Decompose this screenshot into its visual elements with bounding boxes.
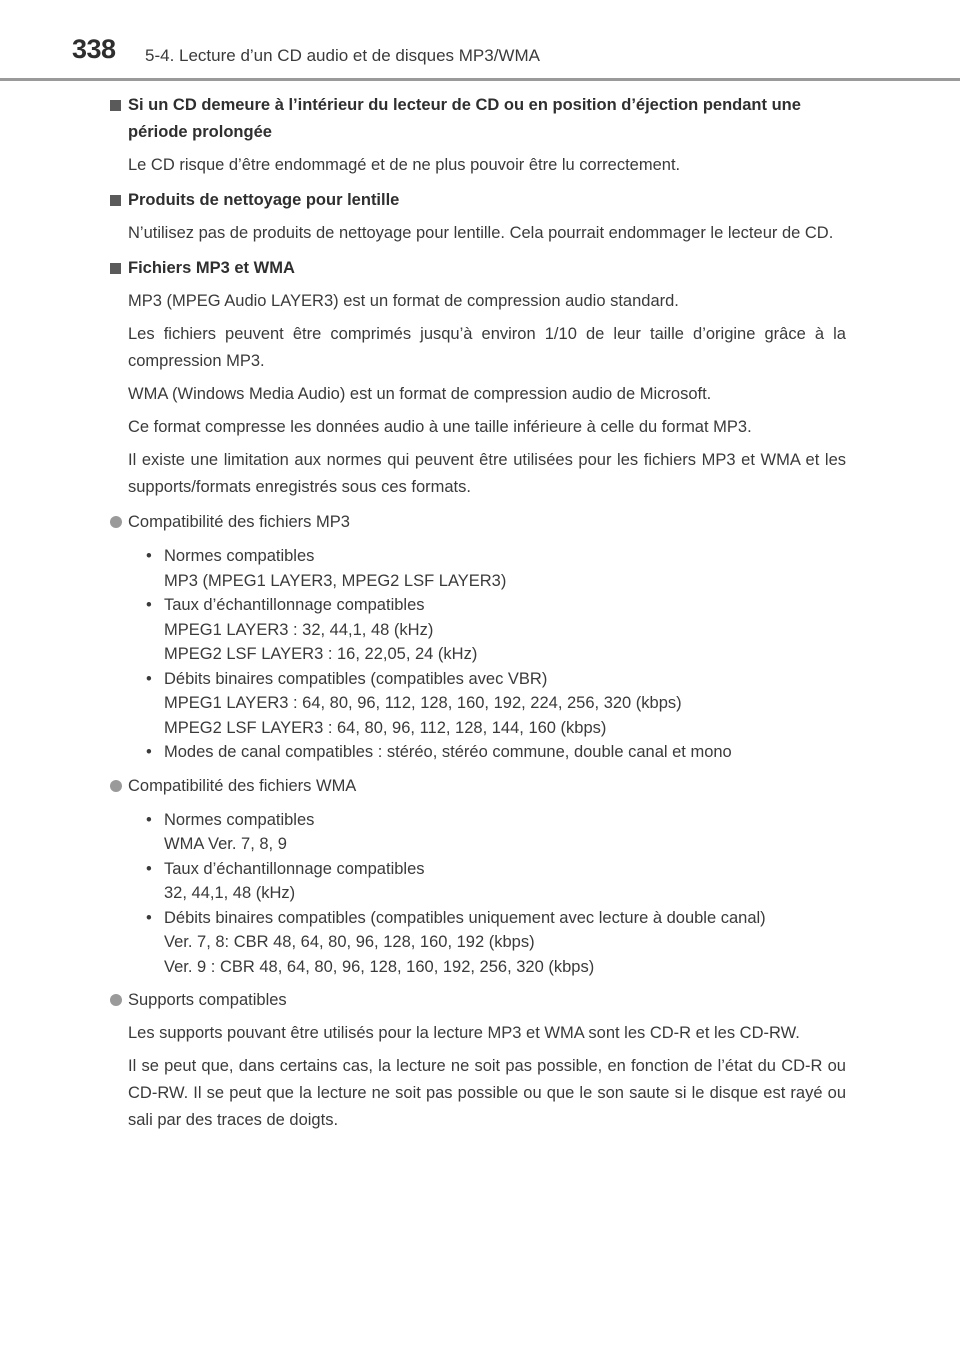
heading-text: Fichiers MP3 et WMA (128, 259, 295, 277)
mp3-bullet-list (144, 544, 846, 765)
page-number: 338 (72, 34, 116, 64)
section-cd-left-inside (108, 92, 846, 179)
list-item-label: Modes de canal compatibles : stéréo, stéréo commune, double canal et mono (164, 743, 732, 761)
list-item-detail: Ver. 9 : CBR 48, 64, 80, 96, 128, 160, 192, 256, 320 (kbps) (164, 957, 595, 976)
list-item (144, 906, 846, 980)
section-mp3-wma-files (108, 255, 846, 501)
list-item-label: Normes compatibles (164, 547, 315, 565)
list-item-detail: MPEG2 LSF LAYER3 : 16, 22,05, 24 (kHz) (164, 645, 478, 663)
list-item (144, 667, 846, 741)
header-divider (0, 78, 960, 81)
circle-bullet-icon (110, 780, 122, 792)
subsection-supported-media (108, 987, 846, 1014)
list-item (144, 593, 846, 667)
list-item-label: Normes compatibles (164, 810, 315, 829)
list-item-label: Débits binaires compatibles (compatibles avec VBR) (164, 669, 548, 688)
heading-text: Produits de nettoyage pour lentille (128, 191, 400, 209)
bullet-symbol: • (146, 596, 152, 614)
list-item-detail: WMA Ver. 7, 8, 9 (164, 835, 287, 853)
list-item (144, 857, 846, 906)
subsection-title: Compatibilité des fichiers WMA (128, 776, 357, 795)
bullet-symbol: • (146, 547, 152, 565)
square-bullet-icon (110, 195, 121, 206)
bullet-symbol: • (146, 859, 152, 878)
wma-bullet-list (144, 808, 846, 980)
section-lens-cleaner (108, 187, 846, 247)
page-header (0, 0, 960, 80)
list-item (144, 544, 846, 593)
bullet-symbol: • (146, 810, 152, 829)
subsection-wma-compatibility (108, 773, 846, 800)
section-heading (108, 187, 846, 214)
paragraph: N’utilisez pas de produits de nettoyage pour lentille. Cela pourrait endommager le lecteur de CD. (128, 224, 834, 242)
square-bullet-icon (110, 263, 121, 274)
circle-bullet-icon (110, 994, 122, 1006)
subsection-mp3-compatibility (108, 509, 846, 536)
list-item (144, 740, 846, 765)
square-bullet-icon (110, 100, 121, 111)
list-item-detail: MPEG2 LSF LAYER3 : 64, 80, 96, 112, 128, 144, 160 (kbps) (164, 718, 607, 737)
list-item-detail: MP3 (MPEG1 LAYER3, MPEG2 LSF LAYER3) (164, 571, 507, 590)
circle-bullet-icon (110, 516, 122, 528)
bullet-symbol: • (146, 669, 152, 688)
paragraph: Les supports pouvant être utilisés pour la lecture MP3 et WMA sont les CD-R et les CD-RW. (128, 1024, 800, 1042)
subsection-title: Supports compatibles (128, 991, 287, 1009)
subsection-title: Compatibilité des fichiers MP3 (128, 513, 350, 531)
paragraph: Le CD risque d’être endommagé et de ne plus pouvoir être lu correctement. (128, 156, 681, 174)
list-item-detail: MPEG1 LAYER3 : 64, 80, 96, 112, 128, 160, 192, 224, 256, 320 (kbps) (164, 694, 682, 712)
list-item-detail: 32, 44,1, 48 (kHz) (164, 884, 296, 902)
paragraph: MP3 (MPEG Audio LAYER3) est un format de compression audio standard. (128, 292, 679, 310)
section-title: 5-4. Lecture d’un CD audio et de disques MP3/WMA (145, 46, 540, 65)
paragraph: Il existe une limitation aux normes qui peuvent être utilisées pour les fichiers MP3 et WMA et les supports/formats enregistrés sous ces formats. (128, 451, 846, 496)
list-item-label: Taux d’échantillonnage compatibles (164, 859, 425, 878)
page-content (108, 92, 846, 1134)
paragraph: Ce format compresse les données audio à une taille inférieure à celle du format MP3. (128, 418, 752, 436)
list-item-label: Taux d’échantillonnage compatibles (164, 596, 425, 614)
list-item-detail: MPEG1 LAYER3 : 32, 44,1, 48 (kHz) (164, 620, 434, 639)
section-heading (108, 255, 846, 282)
bullet-symbol: • (146, 743, 152, 761)
list-item (144, 808, 846, 857)
paragraph: Les fichiers peuvent être comprimés jusqu’à environ 1/10 de leur taille d’origine grâce à la compression MP3. (128, 325, 846, 370)
paragraph: WMA (Windows Media Audio) est un format de compression audio de Microsoft. (128, 385, 712, 403)
section-heading (108, 92, 846, 146)
paragraph: Il se peut que, dans certains cas, la lecture ne soit pas possible, en fonction de l’état du CD-R ou CD-RW. Il se peut que la lecture ne soit pas possible ou que le son saute si le disque est rayé ou sali par des traces de doigts. (128, 1057, 846, 1129)
heading-text: Si un CD demeure à l’intérieur du lecteur de CD ou en position d’éjection pendant une période prolongée (128, 96, 801, 141)
list-item-detail: Ver. 7, 8: CBR 48, 64, 80, 96, 128, 160, 192 (kbps) (164, 933, 535, 951)
bullet-symbol: • (146, 908, 152, 927)
list-item-label: Débits binaires compatibles (compatibles uniquement avec lecture à double canal) (164, 908, 766, 927)
